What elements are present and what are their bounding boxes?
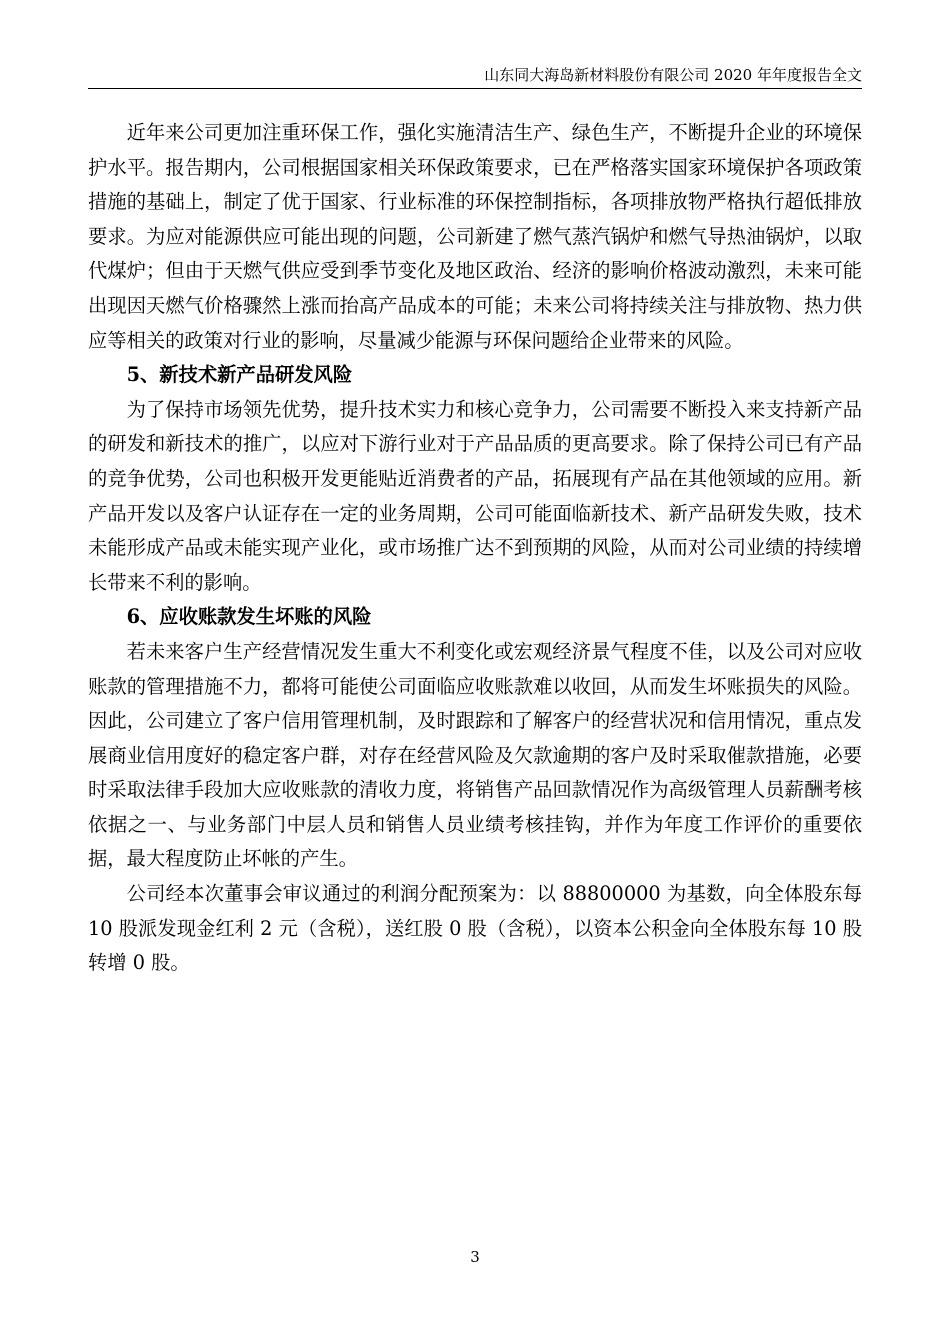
page-number: 3 <box>470 1248 480 1266</box>
page-header <box>88 66 862 89</box>
heading-receivables-risk: 6、应收账款发生坏账的风险 <box>126 605 372 629</box>
heading-rnd-risk: 5、新技术新产品研发风险 <box>126 363 353 387</box>
paragraph-rnd-risk: 为了保持市场领先优势，提升技术实力和核心竞争力，公司需要不断投入来支持新产品的研发和新技术的推广，以应对下游行业对于产品品质的更高要求。除了保持公司已有产品的竞争优势，公司也积极开发更能贴近消费者的产品，拓展现有产品在其他领域的应用。新产品开发以及客户认证存在一定的业务周期，公司可能面临新技术、新产品研发失败，技术未能形成产品或未能实现产业化，或市场推广达不到预期的风险，从而对公司业绩的持续增长带来不利的影响。 <box>88 397 862 594</box>
header-title: 山东同大海岛新材料股份有限公司 2020 年年度报告全文 <box>484 66 862 84</box>
paragraph-profit-distribution: 公司经本次董事会审议通过的利润分配预案为：以 88800000 为基数，向全体股东每 10 股派发现金红利 2 元（含税），送红股 0 股（含税），以资本公积金向全体股东每 10 股转增 0 股。 <box>88 882 862 975</box>
paragraph-receivables-risk: 若未来客户生产经营情况发生重大不利变化或宏观经济景气程度不佳，以及公司对应收账款的管理措施不力，都将可能使公司面临应收账款难以收回，从而发生坏账损失的风险。因此，公司建立了客户信用管理机制，及时跟踪和了解客户的经营状况和信用情况，重点发展商业信用度好的稳定客户群，对存在经营风险及欠款逾期的客户及时采取催款措施，必要时采取法律手段加大应收账款的清收力度，将销售产品回款情况作为高级管理人员薪酬考核依据之一、与业务部门中层人员和销售人员业绩考核挂钩，并作为年度工作评价的重要依据，最大程度防止坏帐的产生。 <box>88 639 862 871</box>
document-body <box>88 116 862 981</box>
paragraph-environmental-risk: 近年来公司更加注重环保工作，强化实施清洁生产、绿色生产，不断提升企业的环境保护水平。报告期内，公司根据国家相关环保政策要求，已在严格落实国家环境保护各项政策措施的基础上，制定了优于国家、行业标准的环保控制指标，各项排放物严格执行超低排放要求。为应对能源供应可能出现的问题，公司新建了燃气蒸汽锅炉和燃气导热油锅炉，以取代煤炉；但由于天燃气供应受到季节变化及地区政治、经济的影响价格波动激烈，未来可能出现因天燃气价格骤然上涨而抬高产品成本的可能；未来公司将持续关注与排放物、热力供应等相关的政策对行业的影响，尽量减少能源与环保问题给企业带来的风险。 <box>88 121 862 352</box>
